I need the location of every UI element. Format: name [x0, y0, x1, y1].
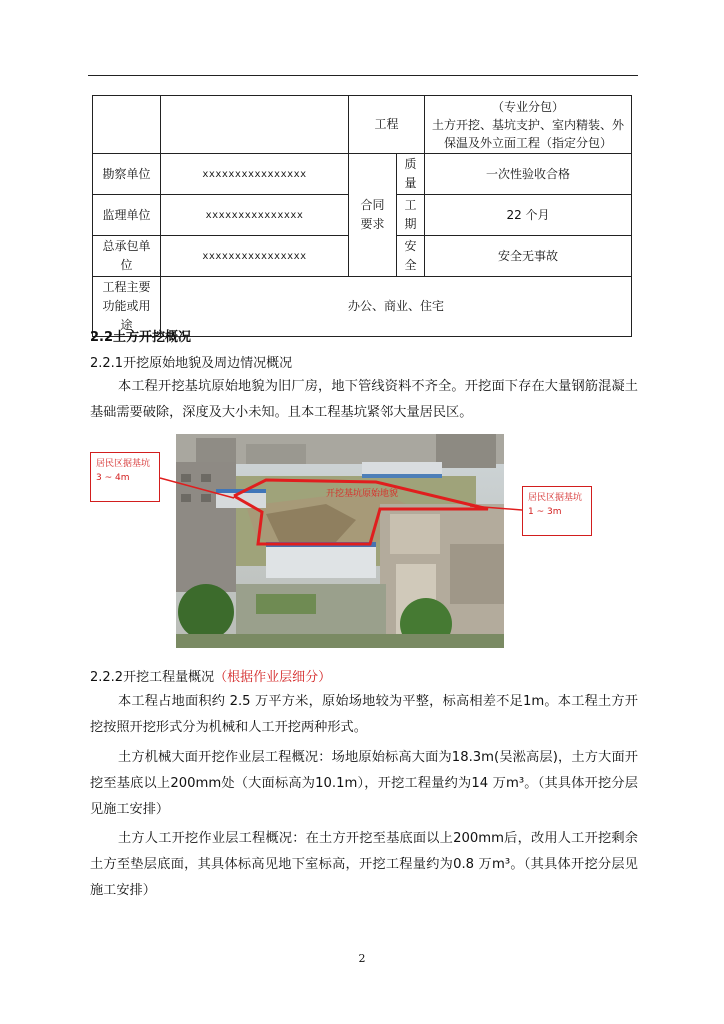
- callout-left: 居民区据基坑3 ~ 4m: [90, 452, 160, 502]
- section-heading: 2.2土方开挖概况: [90, 330, 192, 345]
- site-photo: [176, 434, 504, 648]
- figure-inner-label: 开挖基坑原始地貌: [326, 488, 399, 498]
- table-cell: xxxxxxxxxxxxxxx: [161, 195, 349, 236]
- subsection-heading-2-note: （根据作业层细分）: [214, 670, 332, 685]
- table-cell: [161, 96, 349, 154]
- table-cell: 办公、商业、住宅: [161, 277, 632, 337]
- table-cell: [93, 96, 161, 154]
- project-info-table: [92, 95, 632, 337]
- paragraph-manual-excavation: 土方人工开挖作业层工程概况：在土方开挖至基底面以上200mm后，改用人工开挖剩余土方至垫层底面，其具体标高见地下室标高，开挖工程量约为0.8 万m³。（其具体开挖分层见施工安排）: [90, 831, 638, 898]
- table-cell: 工程: [349, 96, 425, 154]
- table-cell: 总承包单 位: [93, 236, 161, 277]
- table-cell: 22 个月: [425, 195, 632, 236]
- header-rule: [88, 75, 638, 76]
- table-cell: 工程主要 功能或用 途: [93, 277, 161, 337]
- table-row: [93, 96, 632, 154]
- subsection-heading-2-text: 2.2.2开挖工程量概况: [90, 670, 215, 685]
- table-row: [93, 154, 632, 195]
- table-cell: 安 全: [397, 236, 425, 277]
- table-cell: 合同 要求: [349, 154, 397, 277]
- callout-right: 居民区据基坑1 ~ 3m: [522, 486, 592, 536]
- table-cell: 一次性验收合格: [425, 154, 632, 195]
- table-cell: 监理单位: [93, 195, 161, 236]
- table-cell: xxxxxxxxxxxxxxxx: [161, 154, 349, 195]
- paragraph-area: 本工程占地面积约 2.5 万平方米，原始场地较为平整，标高相差不足1m。本工程土方开挖按照开挖形式分为机械和人工开挖两种形式。: [90, 694, 638, 735]
- table-cell: 勘察单位: [93, 154, 161, 195]
- table-cell: 工 期: [397, 195, 425, 236]
- table-cell: 安全无事故: [425, 236, 632, 277]
- page-number: 2: [358, 952, 366, 965]
- table-cell: （专业分包） 土方开挖、基坑支护、室内精装、外保温及外立面工程（指定分包）: [425, 96, 632, 154]
- paragraph-site-conditions: 本工程开挖基坑原始地貌为旧厂房，地下管线资料不齐全。开挖面下存在大量钢筋混凝土基础需要破除，深度及大小未知。且本工程基坑紧邻大量居民区。: [90, 379, 638, 420]
- subsection-heading-2: [90, 666, 331, 685]
- table-cell: 质 量: [397, 154, 425, 195]
- paragraph-machine-excavation: 土方机械大面开挖作业层工程概况：场地原始标高大面为18.3m(吴淞高层)，土方大面开挖至基底以上200mm处（大面标高为10.1m），开挖工程量约为14 万m³。（其具体开挖分层见施工安排）: [90, 750, 638, 817]
- subsection-heading-1: 2.2.1开挖原始地貌及周边情况概况: [90, 356, 293, 371]
- table-cell: xxxxxxxxxxxxxxxx: [161, 236, 349, 277]
